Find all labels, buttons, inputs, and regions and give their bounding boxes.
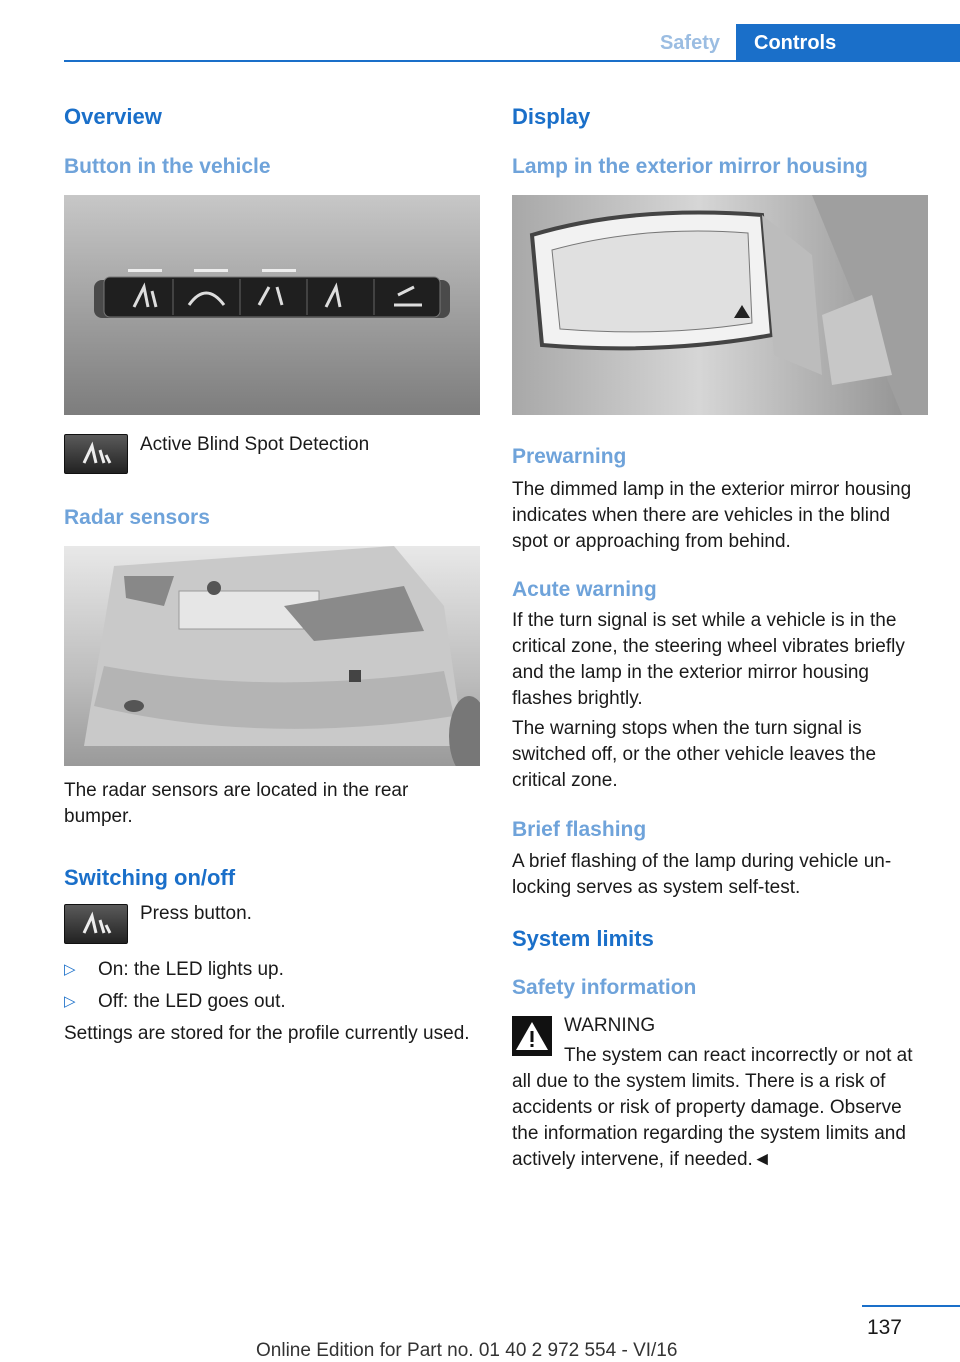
warning-label: WARNING [564,1015,656,1036]
state-list [64,957,480,1015]
list-item-text: Off: the LED goes out. [98,991,286,1012]
overview-heading: Overview [64,104,162,129]
system-limits-heading: System limits [512,926,654,951]
lamp-subheading: Lamp in the exterior mirror housing [512,155,868,178]
page-number: 137 [866,1316,902,1339]
radar-sensors-heading: Radar sensors [64,506,210,529]
edition-footer: Online Edition for Part no. 01 40 2 972 554 - VI/16 [256,1340,678,1361]
rear-bumper-image [64,546,480,766]
footer-rule [862,1305,960,1307]
blind-spot-button-icon [64,434,128,474]
bullet-triangle-icon: ▷ [64,961,76,978]
prewarning-text: The dimmed lamp in the exterior mirror housing indicates when there are vehicles in the blind spot or approaching from behind. [512,479,912,552]
button-subheading: Button in the vehicle [64,155,271,178]
acute-warning-text-2: The warning stops when the turn signal is switched off, or the other vehicle leaves the critical zone. [512,718,877,791]
safety-information-heading: Safety information [512,976,697,999]
list-item-text: On: the LED lights up. [98,959,284,980]
warning-text: The system can react incorrectly or not at all due to the system limits. There is a risk of accidents or risk of property damage. Observe the information regarding the system limits and actively intervene, if needed.◄ [512,1045,913,1170]
prewarning-heading: Prewarning [512,445,627,468]
display-heading: Display [512,104,591,129]
header-chapter-tab[interactable]: Controls [736,24,960,62]
settings-note: Settings are stored for the profile currently used. [64,1023,470,1044]
acute-warning-heading: Acute warning [512,578,657,601]
mirror-lamp-image [512,195,928,415]
bullet-triangle-icon: ▷ [64,993,76,1010]
list-item [64,957,480,983]
blind-spot-button-icon-2 [64,904,128,944]
active-blind-spot-label: Active Blind Spot Detection [140,434,370,455]
header-section-tab[interactable]: Safety [659,32,720,54]
header-rule [64,60,960,62]
brief-flashing-heading: Brief flashing [512,818,647,841]
acute-warning-text-1: If the turn signal is set while a vehicle is in the critical zone, the steering wheel vibrates briefly and the lamp in the exterior mirror housing flashes brightly. [512,610,905,709]
switching-heading: Switching on/off [64,865,236,890]
brief-flashing-text: A brief flashing of the lamp during vehicle unlocking serves as system self-test. [512,851,892,898]
press-button-text: Press button. [140,903,252,924]
button-panel-image [64,195,480,415]
list-item [64,989,480,1015]
radar-description: The radar sensors are located in the rear bumper. [64,780,409,827]
